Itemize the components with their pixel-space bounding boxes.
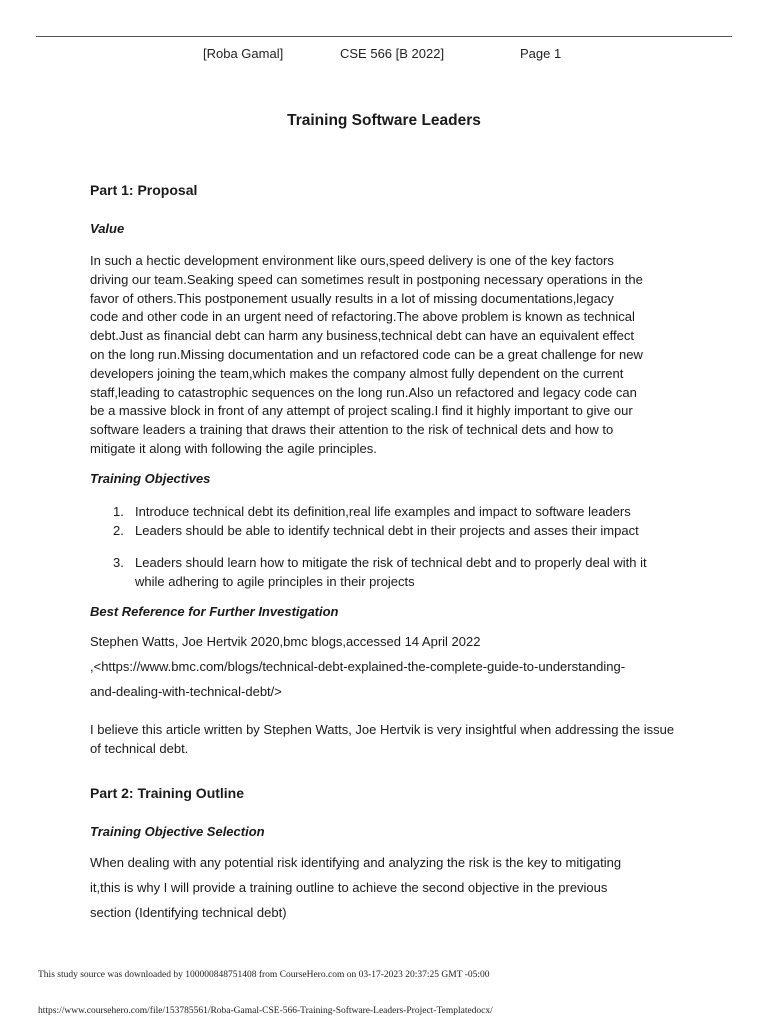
objective-number: 2. xyxy=(113,523,124,538)
value-line: mitigate it along with following the agile principles. xyxy=(90,440,377,456)
download-note: This study source was downloaded by 100000848751408 from CourseHero.com on 03-17-2023 20:37:25 GMT -05:00 xyxy=(38,970,490,980)
value-line: be a massive block in front of any attempt of project scaling.I find it highly important to give our xyxy=(90,403,633,419)
header-page-number: Page 1 xyxy=(520,46,562,61)
selection-line: section (Identifying technical debt) xyxy=(90,905,287,920)
value-heading: Value xyxy=(90,221,125,236)
objective-text: Introduce technical debt its definition,real life examples and impact to software leaders xyxy=(135,504,631,519)
value-line: staff,leading to catastrophic sequences on the long run.Also un refactored and legacy code can xyxy=(90,384,637,400)
value-line: favor of others.This postponement usually results in a lot of missing documentations,legacy xyxy=(90,290,614,306)
value-line: on the long run.Missing documentation and un refactored code can be a great challenge for new xyxy=(90,346,643,362)
header-author: [Roba Gamal] xyxy=(203,46,284,61)
selection-line: it,this is why I will provide a training outline to achieve the second objective in the previous xyxy=(90,880,608,895)
reference-url: ,<https://www.bmc.com/blogs/technical-debt-explained-the-complete-guide-to-understanding- xyxy=(90,659,626,674)
value-line: developers joining the team,which makes the company almost fully dependent on the current xyxy=(90,365,624,381)
reference-citation: Stephen Watts, Joe Hertvik 2020,bmc blogs,accessed 14 April 2022 xyxy=(90,634,481,649)
source-url: https://www.coursehero.com/file/153785561/Roba-Gamal-CSE-566-Training-Software-Leaders-Project-Templatedocx/ xyxy=(38,1006,493,1016)
objective-number: 1. xyxy=(113,504,124,519)
header-course: CSE 566 [B 2022] xyxy=(340,46,445,61)
objective-text: Leaders should be able to identify technical debt in their projects and asses their impact xyxy=(135,523,639,538)
objective-number: 3. xyxy=(113,555,124,570)
document-title: Training Software Leaders xyxy=(287,112,481,129)
value-line: software leaders a training that draws their attention to the risk of technical dets and how to xyxy=(90,422,614,438)
part1-heading: Part 1: Proposal xyxy=(90,182,198,198)
selection-line: When dealing with any potential risk identifying and analyzing the risk is the key to mitigating xyxy=(90,855,622,870)
selection-heading: Training Objective Selection xyxy=(90,824,265,839)
value-line: debt.Just as financial debt can harm any business,technical debt can have an equivalent effect xyxy=(90,328,634,344)
objectives-heading: Training Objectives xyxy=(90,471,211,486)
value-paragraph xyxy=(90,252,682,459)
objective-item xyxy=(113,553,673,591)
header-rule xyxy=(36,36,732,37)
reference-url-continued: and-dealing-with-technical-debt/> xyxy=(90,684,282,699)
reference-comment: I believe this article written by Stephen Watts, Joe Hertvik is very insightful when addressing the issue of technical debt. xyxy=(90,722,675,756)
value-line: In such a hectic development environment like ours,speed delivery is one of the key factors xyxy=(90,253,614,268)
objective-text: Leaders should learn how to mitigate the risk of technical debt and to properly deal with it while adhering to agile principles in their projects xyxy=(135,555,647,589)
objective-item xyxy=(113,521,683,540)
value-line: driving our team.Seaking speed can sometimes result in postponing necessary operations in the xyxy=(90,271,643,287)
page-header xyxy=(0,46,768,66)
objective-item xyxy=(113,502,683,521)
part2-heading: Part 2: Training Outline xyxy=(90,785,245,801)
value-line: code and other code in an urgent need of refactoring.The above problem is known as technical xyxy=(90,309,635,325)
reference-heading: Best Reference for Further Investigation xyxy=(90,604,339,619)
